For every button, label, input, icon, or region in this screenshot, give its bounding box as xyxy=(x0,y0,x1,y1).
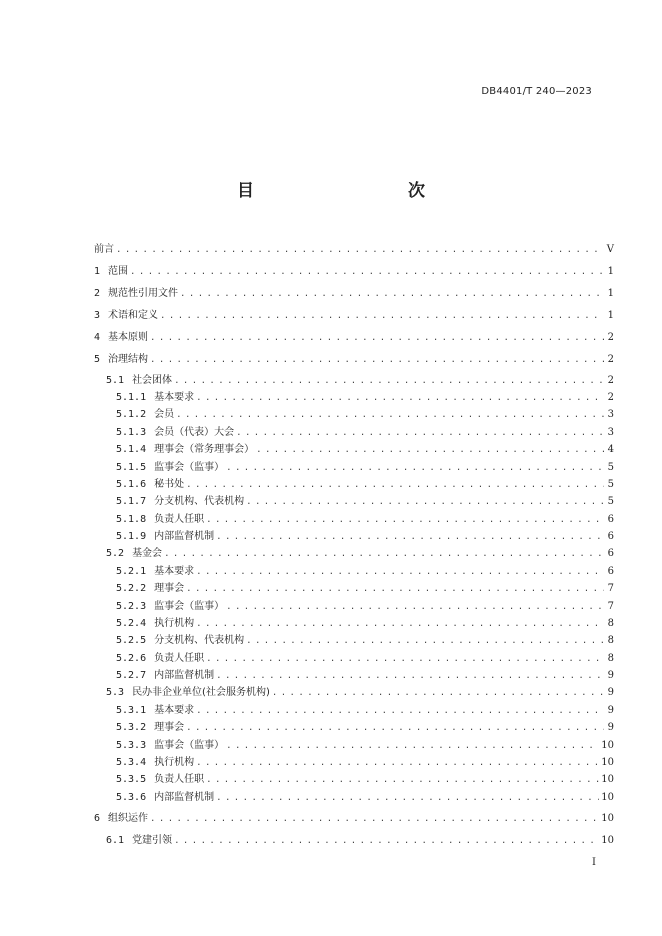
toc-entry[interactable] xyxy=(116,425,614,441)
toc-entry-label: 执行机构 xyxy=(154,618,195,629)
toc-entry-label: 监事会（监事） xyxy=(154,740,225,751)
toc-entry[interactable] xyxy=(116,442,614,458)
toc-entry-page: 9 xyxy=(607,722,614,733)
toc-entry-number: 5.1.5 xyxy=(116,462,147,473)
toc-entry-label: 内部监督机制 xyxy=(154,670,215,681)
toc-entry[interactable] xyxy=(116,703,614,719)
toc-entry-label: 基本要求 xyxy=(154,566,195,577)
toc-entry-page: 10 xyxy=(601,740,614,751)
toc-entry-number: 4 xyxy=(94,332,101,343)
toc-entry-page: 2 xyxy=(607,392,614,403)
toc-entry[interactable] xyxy=(116,755,614,771)
toc-entry-label: 负责人任职 xyxy=(154,514,205,525)
toc-entry-page: 9 xyxy=(607,670,614,681)
toc-entry-label: 理事会 xyxy=(154,722,185,733)
toc-leader-dots xyxy=(216,668,604,684)
toc-leader-dots xyxy=(226,738,599,754)
toc-entry[interactable] xyxy=(116,581,614,597)
toc-leader-dots xyxy=(206,651,604,667)
toc-entry-page: 1 xyxy=(607,288,614,299)
toc-entry-number: 5.2.5 xyxy=(116,635,147,646)
toc-entry-label: 会员（代表）大会 xyxy=(154,427,235,438)
toc-entry[interactable] xyxy=(116,668,614,684)
toc-leader-dots xyxy=(206,512,604,528)
toc-leader-dots xyxy=(196,755,599,771)
toc-entry[interactable] xyxy=(106,373,614,389)
toc-entry[interactable] xyxy=(116,390,614,406)
toc-entry-label: 基本原则 xyxy=(108,332,149,343)
toc-entry-label: 规范性引用文件 xyxy=(108,288,179,299)
toc-leader-dots xyxy=(246,633,604,649)
toc-entry-page: 2 xyxy=(607,375,614,386)
toc-entry[interactable] xyxy=(116,599,614,615)
toc-entry[interactable] xyxy=(94,264,614,280)
toc-leader-dots xyxy=(206,772,599,788)
toc-entry-number: 5.2.6 xyxy=(116,653,147,664)
toc-entry-page: 1 xyxy=(607,310,614,321)
toc-entry-number: 5.1.3 xyxy=(116,427,147,438)
toc-leader-dots xyxy=(196,390,604,406)
toc-entry-number: 5.3.4 xyxy=(116,757,147,768)
toc-entry-label: 范围 xyxy=(108,266,129,277)
toc-entry[interactable] xyxy=(94,308,614,324)
toc-entry-number: 6.1 xyxy=(106,835,125,846)
toc-leader-dots xyxy=(186,477,604,493)
page-number: I xyxy=(592,857,596,868)
toc-leader-dots xyxy=(186,581,604,597)
toc-leader-dots xyxy=(226,599,604,615)
toc-leader-dots xyxy=(236,425,604,441)
toc-entry-label: 负责人任职 xyxy=(154,774,205,785)
toc-entry-label: 民办非企业单位(社会服务机构) xyxy=(132,687,270,698)
toc-entry-label: 社会团体 xyxy=(132,375,173,386)
toc-entry-page: 5 xyxy=(607,462,614,473)
toc-entry-page: 6 xyxy=(607,514,614,525)
toc-entry[interactable] xyxy=(116,564,614,580)
toc-entry-page: 8 xyxy=(607,635,614,646)
toc-entry-number: 5.2 xyxy=(106,548,125,559)
toc-entry-number: 5.2.4 xyxy=(116,618,147,629)
toc-entry-label: 分支机构、代表机构 xyxy=(154,635,245,646)
toc-entry[interactable] xyxy=(94,352,614,368)
toc-entry[interactable] xyxy=(94,286,614,302)
toc-entry-page: 1 xyxy=(607,266,614,277)
toc-entry-page: 7 xyxy=(607,601,614,612)
toc-entry-label: 秘书处 xyxy=(154,479,185,490)
toc-entry-label: 会员 xyxy=(154,409,175,420)
toc-entry[interactable] xyxy=(116,529,614,545)
toc-entry-page: 10 xyxy=(601,757,614,768)
toc-entry[interactable] xyxy=(116,616,614,632)
toc-entry-label: 前言 xyxy=(94,244,114,255)
toc-leader-dots xyxy=(196,703,604,719)
toc-entry-page: 5 xyxy=(607,479,614,490)
toc-entry[interactable] xyxy=(106,685,614,701)
toc-entry[interactable] xyxy=(116,772,614,788)
toc-entry-number: 5.3.2 xyxy=(116,722,147,733)
toc-entry[interactable] xyxy=(94,811,614,827)
toc-leader-dots xyxy=(216,790,599,806)
toc-entry[interactable] xyxy=(116,460,614,476)
toc-entry[interactable] xyxy=(116,512,614,528)
toc-entry-label: 理事会 xyxy=(154,583,185,594)
toc-entry-number: 5.2.7 xyxy=(116,670,147,681)
toc-entry-number: 5.1.6 xyxy=(116,479,147,490)
toc-entry-page: 10 xyxy=(601,813,614,824)
toc-leader-dots xyxy=(196,564,604,580)
toc-leader-dots xyxy=(150,330,604,346)
toc-entry-page: 10 xyxy=(601,835,614,846)
toc-entry-page: 4 xyxy=(607,444,614,455)
toc-leader-dots xyxy=(256,442,604,458)
toc-leader-dots xyxy=(174,833,599,849)
toc-entry-page: 9 xyxy=(607,705,614,716)
document-code: DB4401/T 240—2023 xyxy=(481,86,592,97)
toc-entry-label: 基本要求 xyxy=(154,392,195,403)
toc-leader-dots xyxy=(116,242,604,258)
toc-entry-number: 5.1.4 xyxy=(116,444,147,455)
toc-entry[interactable] xyxy=(116,477,614,493)
toc-entry[interactable] xyxy=(94,330,614,346)
toc-entry[interactable] xyxy=(116,407,614,423)
toc-leader-dots xyxy=(150,352,604,368)
toc-leader-dots xyxy=(186,720,604,736)
toc-entry[interactable] xyxy=(106,546,614,562)
toc-entry[interactable] xyxy=(106,833,614,849)
toc-leader-dots xyxy=(176,407,604,423)
toc-entry-page: 2 xyxy=(607,332,614,343)
toc-entry-page: 10 xyxy=(601,792,614,803)
toc-entry-label: 内部监督机制 xyxy=(154,531,215,542)
toc-entry-label: 组织运作 xyxy=(108,813,149,824)
toc-entry[interactable] xyxy=(94,242,614,258)
toc-leader-dots xyxy=(174,373,604,389)
toc-leader-dots xyxy=(226,460,604,476)
toc-entry-label: 基本要求 xyxy=(154,705,195,716)
toc-entry-number: 5.3 xyxy=(106,687,125,698)
toc-entry-number: 5.2.3 xyxy=(116,601,147,612)
toc-entry[interactable] xyxy=(116,790,614,806)
toc-entry-page: 6 xyxy=(607,548,614,559)
toc-entry-label: 分支机构、代表机构 xyxy=(154,496,245,507)
toc-entry-label: 理事会（常务理事会） xyxy=(154,444,255,455)
toc-title: 目 次 xyxy=(237,181,465,201)
toc-entry-page: 3 xyxy=(607,427,614,438)
toc-leader-dots xyxy=(130,264,604,280)
toc-entry-label: 执行机构 xyxy=(154,757,195,768)
toc-entry-page: 8 xyxy=(607,653,614,664)
toc-entry-label: 负责人任职 xyxy=(154,653,205,664)
toc-entry-number: 5.3.6 xyxy=(116,792,147,803)
toc-leader-dots xyxy=(272,685,604,701)
toc-entry-page: 3 xyxy=(607,409,614,420)
toc-entry-number: 2 xyxy=(94,288,101,299)
toc-entry-number: 6 xyxy=(94,813,101,824)
toc-entry-number: 5.1.7 xyxy=(116,496,147,507)
toc-entry-label: 党建引领 xyxy=(132,835,173,846)
toc-leader-dots xyxy=(246,494,604,510)
toc-entry-page: 6 xyxy=(607,566,614,577)
toc-entry-label: 监事会（监事） xyxy=(154,462,225,473)
toc-leader-dots xyxy=(164,546,604,562)
toc-entry-number: 5.1.8 xyxy=(116,514,147,525)
toc-leader-dots xyxy=(180,286,604,302)
toc-entry-number: 5.1 xyxy=(106,375,125,386)
toc-leader-dots xyxy=(160,308,604,324)
toc-entry-label: 术语和定义 xyxy=(108,310,159,321)
toc-leader-dots xyxy=(196,616,604,632)
toc-entry-number: 5.1.9 xyxy=(116,531,147,542)
toc-entry-label: 基金会 xyxy=(132,548,163,559)
toc-entry-label: 治理结构 xyxy=(108,354,149,365)
toc-entry-number: 5.3.1 xyxy=(116,705,147,716)
toc-entry-number: 5.2.2 xyxy=(116,583,147,594)
toc-entry-page: 5 xyxy=(607,496,614,507)
toc-entry-number: 5.1.2 xyxy=(116,409,147,420)
toc-entry-number: 5.1.1 xyxy=(116,392,147,403)
toc-entry-number: 1 xyxy=(94,266,101,277)
toc-entry-page: 7 xyxy=(607,583,614,594)
toc-entry-label: 监事会（监事） xyxy=(154,601,225,612)
toc-entry-number: 5.3.5 xyxy=(116,774,147,785)
toc-entry-page: 10 xyxy=(601,774,614,785)
toc-entry-page: 8 xyxy=(607,618,614,629)
toc-leader-dots xyxy=(216,529,604,545)
toc-entry-label: 内部监督机制 xyxy=(154,792,215,803)
toc-entry-page: 9 xyxy=(607,687,614,698)
toc-entry-number: 5.2.1 xyxy=(116,566,147,577)
toc-entry-number: 5 xyxy=(94,354,101,365)
toc-entry[interactable] xyxy=(116,738,614,754)
toc-leader-dots xyxy=(150,811,599,827)
toc-entry-page: V xyxy=(606,244,614,255)
toc-entry-number: 5.3.3 xyxy=(116,740,147,751)
toc-entry[interactable] xyxy=(116,720,614,736)
toc-entry[interactable] xyxy=(116,633,614,649)
toc-entry[interactable] xyxy=(116,651,614,667)
toc-entry-page: 2 xyxy=(607,354,614,365)
toc-entry[interactable] xyxy=(116,494,614,510)
toc-entry-number: 3 xyxy=(94,310,101,321)
toc-entry-page: 6 xyxy=(607,531,614,542)
